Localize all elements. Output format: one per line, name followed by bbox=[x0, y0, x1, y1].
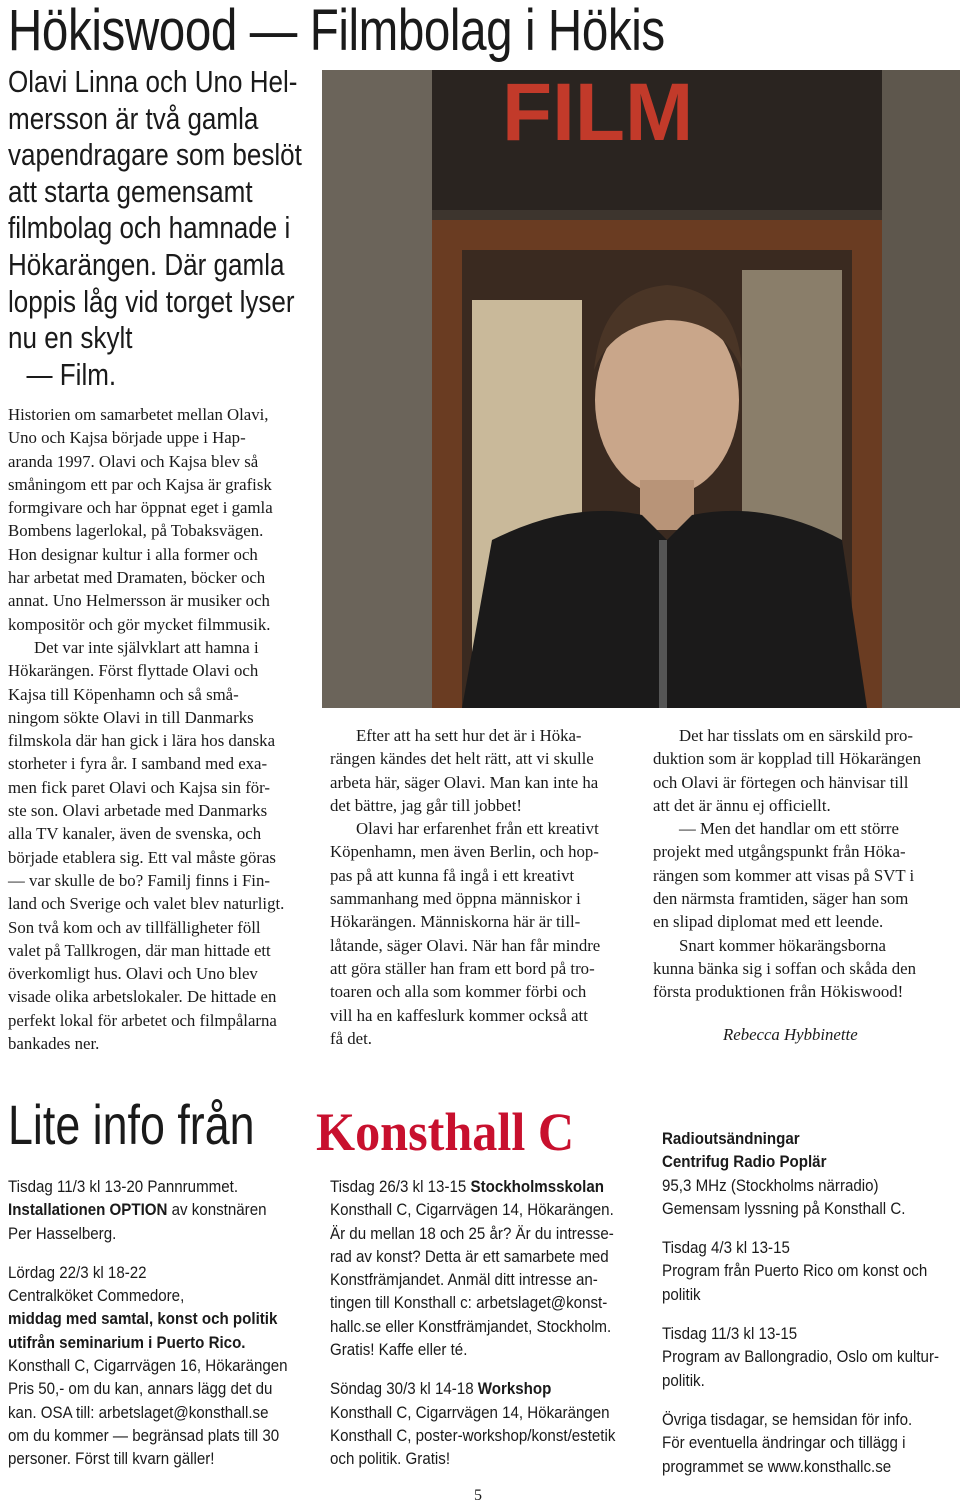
text-line: en slipad diplomat med ett leende. bbox=[653, 912, 884, 932]
info-line: Centralköket Commedore, bbox=[8, 1286, 185, 1306]
info-line: Konsthall C, Cigarrvägen 14, Hökarängen. bbox=[330, 1200, 614, 1220]
text-line: sammanhang med öppna människor i bbox=[330, 889, 581, 909]
article-headline: Hökiswood — Filmbolag i Hökis bbox=[8, 0, 665, 63]
info-line: Konsthall C, poster-workshop/konst/estetik bbox=[330, 1425, 616, 1445]
text-line: Hon designar kultur i alla former och bbox=[8, 544, 258, 564]
info-line bbox=[330, 1175, 604, 1198]
text-line: Historien om samarbetet mellan Olavi, bbox=[8, 405, 269, 424]
info-text: av konstnären bbox=[167, 1200, 267, 1220]
info-line: Konsthall C, Cigarrvägen 14, Hökarängen bbox=[330, 1402, 610, 1422]
text-line: ningom sökte Olavi in till Danmarks bbox=[8, 707, 254, 727]
info-line: middag med samtal, konst och politik bbox=[8, 1309, 278, 1329]
text-line: projekt med utgångspunkt från Höka- bbox=[653, 842, 906, 862]
info-line: och politik. Gratis! bbox=[330, 1449, 451, 1469]
text-line: rängen kändes det helt rätt, att vi skulle bbox=[330, 749, 594, 769]
ingress-line: — Film. bbox=[26, 356, 117, 392]
info-heading: Radioutsändningar bbox=[662, 1129, 800, 1148]
text-line: kompositör och gör mycket filmmusik. bbox=[8, 614, 271, 634]
text-line: Son två kom och av tillfälligheter föll bbox=[8, 917, 261, 937]
text-line: perfekt lokal för arbetet och filmpålarna bbox=[8, 1010, 277, 1030]
info-line: Lördag 22/3 kl 18-22 bbox=[8, 1262, 147, 1282]
info-column-1 bbox=[8, 1175, 308, 1471]
text-line: Köpenhamn, men även Berlin, och hop- bbox=[330, 842, 599, 862]
text-line: Snart kommer hökarängsborna bbox=[679, 935, 886, 955]
info-line bbox=[330, 1377, 600, 1400]
text-line: storheter i fyra år. I samband med exa- bbox=[8, 754, 268, 774]
info-line: Gemensam lyssning på Konsthall C. bbox=[662, 1198, 906, 1218]
info-line: 95,3 MHz (Stockholms närradio) bbox=[662, 1175, 879, 1195]
text-line: pas på att kunna få ingå i ett kreativt bbox=[330, 865, 575, 885]
article-photo bbox=[322, 70, 960, 708]
text-line: men fick paret Olavi och Kajsa sin för- bbox=[8, 777, 271, 797]
text-line: den närmsta framtiden, säger han som bbox=[653, 889, 909, 909]
info-heading: Centrifug Radio Poplär bbox=[662, 1152, 827, 1172]
text-line: aranda 1997. Olavi och Kajsa blev så bbox=[8, 451, 259, 471]
article-column-1 bbox=[8, 403, 313, 1055]
info-line: programmet se www.konsthallc.se bbox=[662, 1456, 892, 1476]
text-line: vill ha en kaffeslurk kommer också att bbox=[330, 1005, 588, 1025]
info-line: Program av Ballongradio, Oslo om kultur- bbox=[662, 1347, 940, 1367]
info-line: Gratis! Kaffe eller té. bbox=[330, 1340, 468, 1360]
spacer bbox=[662, 1306, 932, 1322]
text-line: rängen som kommer att visas på SVT i bbox=[653, 865, 915, 885]
text-line: — var skulle de bo? Familj finns i Fin- bbox=[8, 870, 270, 890]
info-text: Söndag 30/3 kl 14-18 bbox=[330, 1379, 478, 1399]
text-line: Efter att ha sett hur det är i Höka- bbox=[356, 726, 582, 745]
text-line: få det. bbox=[330, 1028, 372, 1048]
text-line: valet på Tallkrogen, där man hittade ett bbox=[8, 940, 271, 960]
info-line: rad av konst? Detta är ett samarbete med bbox=[330, 1246, 609, 1266]
ingress-line: att starta gemensamt bbox=[8, 173, 253, 209]
text-line: annat. Uno Helmersson är musiker och bbox=[8, 591, 270, 611]
info-line: politik. bbox=[662, 1370, 705, 1390]
info-bold: Installationen OPTION bbox=[8, 1200, 168, 1220]
info-line bbox=[8, 1198, 278, 1221]
text-line: Kajsa till Köpenhamn och så små- bbox=[8, 684, 239, 704]
ingress-line: nu en skylt bbox=[8, 320, 133, 356]
neon-sign: FILM bbox=[502, 70, 694, 158]
info-line: utifrån seminarium i Puerto Rico. bbox=[8, 1332, 246, 1352]
text-line: började etablera sig. Ett val måste göras bbox=[8, 847, 276, 867]
byline: Rebecca Hybbinette bbox=[723, 1025, 858, 1044]
text-line: alla TV kanaler, även de svenska, och bbox=[8, 824, 262, 844]
text-line: duktion som är kopplad till Hökarängen bbox=[653, 749, 921, 769]
spacer bbox=[662, 1392, 932, 1408]
info-title: Lite info från bbox=[8, 1093, 255, 1156]
info-line: Konsthall C, Cigarrvägen 16, Hökarängen bbox=[8, 1356, 288, 1376]
info-line: Övriga tisdagar, se hemsidan för info. bbox=[662, 1409, 913, 1429]
spacer bbox=[330, 1361, 600, 1377]
info-line: politik bbox=[662, 1284, 701, 1304]
text-line: kunna bänka sig i soffan och skåda den bbox=[653, 958, 916, 978]
text-line: att göra ställer han fram ett bord på tro- bbox=[330, 958, 595, 978]
info-bold: Workshop bbox=[477, 1379, 552, 1399]
text-line: Hökarängen. Först flyttade Olavi och bbox=[8, 661, 259, 681]
info-line: Tisdag 4/3 kl 13-15 bbox=[662, 1238, 790, 1258]
text-line: Uno och Kajsa började uppe i Hap- bbox=[8, 428, 246, 448]
text-line: har arbetat med Dramaten, böcker och bbox=[8, 568, 266, 588]
konsthall-logo: Konsthall C bbox=[316, 1102, 575, 1162]
text-line: Hökarängen. Människorna här är till- bbox=[330, 912, 581, 932]
text-line: — Men det handlar om ett större bbox=[679, 819, 899, 839]
info-line: Program från Puerto Rico om konst och bbox=[662, 1261, 928, 1281]
text-line: Olavi har erfarenhet från ett kreativt bbox=[356, 819, 599, 839]
info-line: kan. OSA till: arbetslaget@konsthall.se bbox=[8, 1402, 269, 1422]
text-line: formgivare och har öppnat eget i gamla bbox=[8, 498, 273, 518]
text-line: överkomligt hus. Olavi och Uno blev bbox=[8, 964, 258, 984]
info-line: tingen till Konsthall c: arbetslaget@konst- bbox=[330, 1293, 608, 1313]
article-column-2 bbox=[330, 724, 630, 1050]
info-line: personer. Först till kvarn gäller! bbox=[8, 1449, 215, 1469]
ingress-line: Hökarängen. Där gamla bbox=[8, 246, 285, 282]
ingress-line: mersson är två gamla bbox=[8, 100, 259, 136]
photo-illustration bbox=[322, 70, 960, 708]
info-line: Pris 50,- om du kan, annars lägg det du bbox=[8, 1379, 273, 1399]
info-line: För eventuella ändringar och tillägg i bbox=[662, 1433, 906, 1453]
text-line: att det är ännu ej officiellt. bbox=[653, 795, 831, 815]
info-column-3 bbox=[662, 1127, 960, 1478]
ingress-line: filmbolag och hamnade i bbox=[8, 210, 291, 246]
text-line: toaren och alla som kommer förbi och bbox=[330, 982, 587, 1002]
text-line: låtande, säger Olavi. När han får mindre bbox=[330, 935, 601, 955]
page-number: 5 bbox=[474, 1487, 482, 1504]
info-line: Är du mellan 18 och 25 år? Är du intresse- bbox=[330, 1223, 614, 1243]
text-line: Det har tisslats om en särskild pro- bbox=[679, 726, 913, 745]
info-line: om du kommer — begränsad plats till 30 bbox=[8, 1425, 280, 1445]
spacer bbox=[662, 1220, 932, 1236]
text-line: småningom ett par och Kajsa är grafisk bbox=[8, 474, 272, 494]
text-line: bankades ner. bbox=[8, 1034, 100, 1054]
ingress-line: Olavi Linna och Uno Hel- bbox=[8, 64, 298, 99]
info-bold: Stockholmsskolan bbox=[470, 1177, 604, 1196]
info-line: hallc.se eller Konstfrämjandet, Stockholm. bbox=[330, 1316, 612, 1336]
text-line: filmskola där han gick i lära hos danska bbox=[8, 731, 276, 751]
ingress-line: vapendragare som beslöt bbox=[8, 137, 302, 173]
spacer bbox=[8, 1245, 278, 1261]
text-line: första produktionen från Hökiswood! bbox=[653, 982, 904, 1002]
info-line: Konstfrämjandet. Anmäl ditt intresse an- bbox=[330, 1270, 598, 1290]
info-text: Tisdag 26/3 kl 13-15 bbox=[330, 1177, 471, 1196]
info-line: Per Hasselberg. bbox=[8, 1223, 117, 1243]
ingress-line: loppis låg vid torget lyser bbox=[8, 283, 295, 319]
text-line: och Olavi är förtegen och hänvisar till bbox=[653, 772, 909, 792]
text-line: Bombens lagerlokal, på Tobaksvägen. bbox=[8, 521, 264, 541]
article-ingress bbox=[8, 64, 302, 393]
info-column-2 bbox=[330, 1175, 630, 1471]
text-line: visade olika arbetslokaler. De hittade en bbox=[8, 987, 277, 1007]
text-line: det bättre, jag går till jobbet! bbox=[330, 795, 522, 815]
info-line: Tisdag 11/3 kl 13-20 Pannrummet. bbox=[8, 1177, 239, 1196]
info-line: Tisdag 11/3 kl 13-15 bbox=[662, 1324, 798, 1344]
text-line: ste son. Olavi arbetade med Danmarks bbox=[8, 801, 268, 821]
text-line: arbeta här, säger Olavi. Man kan inte ha bbox=[330, 772, 599, 792]
article-column-3 bbox=[653, 724, 958, 1004]
text-line: Det var inte självklart att hamna i bbox=[34, 637, 259, 657]
text-line: land och Sverige och valet blev naturligt. bbox=[8, 894, 285, 914]
